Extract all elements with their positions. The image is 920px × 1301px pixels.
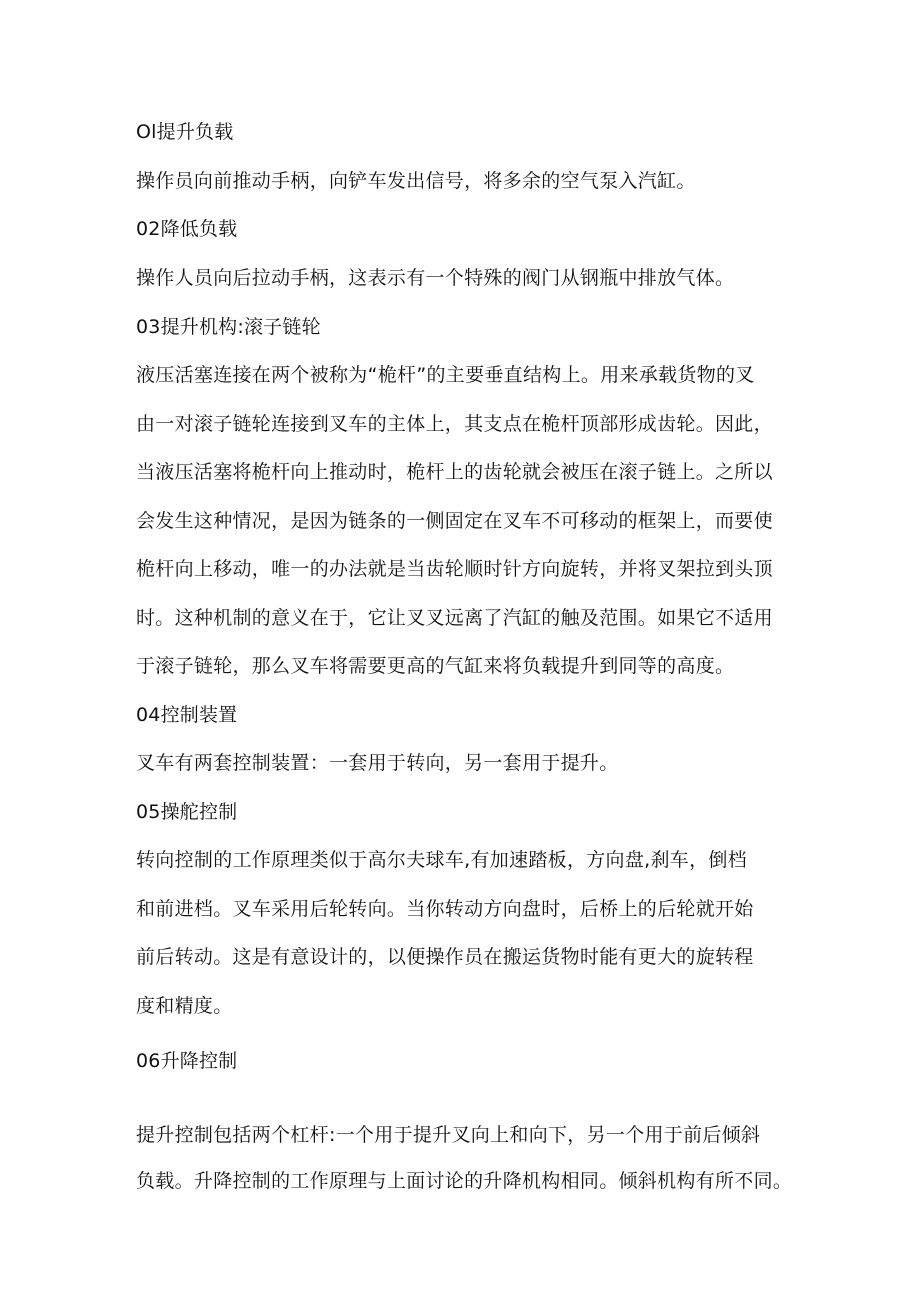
paragraph-line: 桅杆向上移动，唯一的办法就是当齿轮顺时针方向旋转，并将叉架拉到头顶 <box>136 558 773 580</box>
paragraph-line: 液压活塞连接在两个被称为“桅杆”的主要垂直结构上。用来承载货物的叉 <box>136 364 755 386</box>
section-heading-02: 02降低负载 <box>136 218 238 240</box>
paragraph-line: 提升控制包括两个杠杆:一个用于提升叉向上和向下，另一个用于前后倾斜 <box>136 1124 761 1146</box>
paragraph-line: 转向控制的工作原理类似于高尔夫球车,有加速踏板，方向盘,刹车，倒档 <box>136 849 747 871</box>
paragraph-line: 度和精度。 <box>136 995 233 1017</box>
paragraph-line: 于滚子链轮，那么叉车将需要更高的气缸来将负载提升到同等的高度。 <box>136 655 735 677</box>
paragraph-line: 负载。升降控制的工作原理与上面讨论的升降机构相同。倾斜机构有所不同。 <box>136 1170 793 1192</box>
section-heading-04: 04控制装置 <box>136 704 238 726</box>
section-heading-05: 05操舵控制 <box>136 801 238 823</box>
paragraph-line: 由一对滚子链轮连接到叉车的主体上，其支点在桅杆顶部形成齿轮。因此， <box>136 413 773 435</box>
section-heading-01: Ol提升负载 <box>136 121 234 143</box>
paragraph-line: 叉车有两套控制装置：一套用于转向，另一套用于提升。 <box>136 752 619 774</box>
paragraph-line: 时。这种机制的意义在于，它让叉叉远离了汽缸的触及范围。如果它不适用 <box>136 607 773 629</box>
paragraph-line: 前后转动。这是有意设计的，以便操作员在搬运货物时能有更大的旋转程 <box>136 946 754 968</box>
paragraph-line: 当液压活塞将桅杆向上推动时，桅杆上的齿轮就会被压在滚子链上。之所以 <box>136 461 773 483</box>
section-heading-03: 03提升机构:滚子链轮 <box>136 316 321 338</box>
paragraph-line: 操作人员向后拉动手柄，这表示有一个特殊的阀门从钢瓶中排放气体。 <box>136 267 735 289</box>
paragraph-line: 和前进档。叉车采用后轮转向。当你转动方向盘时，后桥上的后轮就开始 <box>136 898 754 920</box>
paragraph-line: 会发生这种情况，是因为链条的一侧固定在叉车不可移动的框架上，而要使 <box>136 510 773 532</box>
section-heading-06: 06升降控制 <box>136 1050 238 1072</box>
paragraph-line: 操作员向前推动手柄，向铲车发出信号，将多余的空气泵入汽缸。 <box>136 170 696 192</box>
